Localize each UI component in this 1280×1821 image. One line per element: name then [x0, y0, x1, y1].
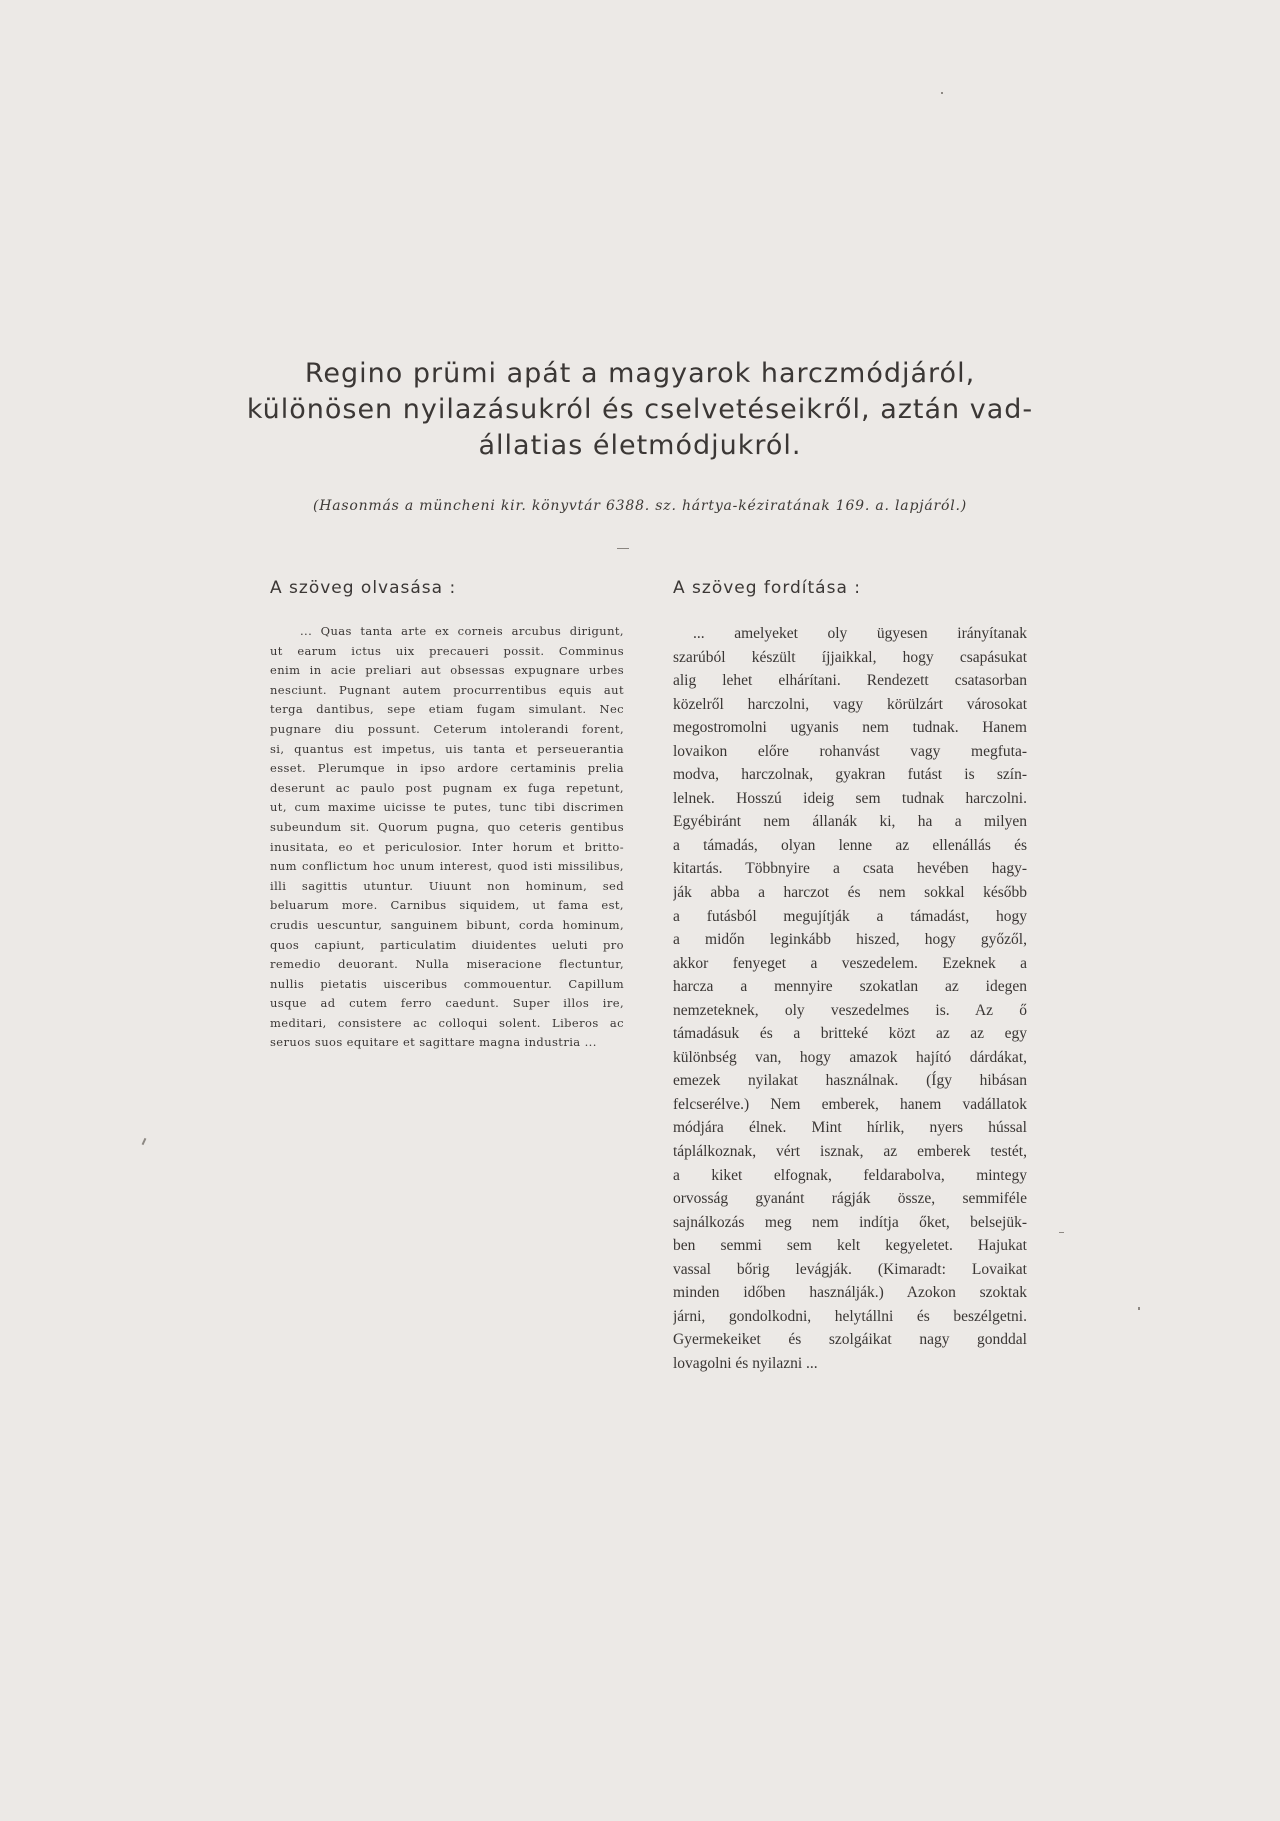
translation-text-line: alig lehet elhárítani. Rendezett csatasorban — [673, 672, 1027, 690]
translation-text-line: járni, gondolkodni, helytállni és beszélgetni. — [673, 1307, 1027, 1325]
translation-text-line: a támadás, olyan lenne az ellenállás és — [673, 836, 1027, 854]
translation-text-line: Egyébiránt nem állanák ki, ha a milyen — [673, 813, 1027, 831]
latin-text-line: beluarum more. Carnibus siquidem, ut fama est, — [270, 898, 624, 913]
title-line-1: Regino prümi apát a magyarok harczmódjáról, — [304, 358, 976, 389]
translation-text-block — [673, 622, 1027, 1376]
translation-column — [673, 578, 1027, 1376]
translation-column-heading: A szöveg fordítása : — [673, 578, 862, 598]
translation-text-line: táplálkoznak, vért isznak, az emberek testét, — [673, 1143, 1027, 1161]
paper-speck — [1059, 1232, 1064, 1233]
latin-text-line: enim in acie preliari aut obsessas expugnare urbes — [270, 663, 624, 678]
latin-text-line: quos capiunt, particulatim diuidentes ueluti pro — [270, 937, 624, 952]
translation-text-line: ... amelyeket oly ügyesen irányítanak — [693, 625, 1027, 642]
translation-text-line: különbség van, hogy amazok hajító dárdákat, — [673, 1048, 1027, 1066]
latin-text-line: inusitata, eo et periculosior. Inter horum et britto- — [270, 839, 624, 854]
translation-text-line: emezek nyilakat használnak. (Így hibásan — [673, 1072, 1027, 1090]
translation-text-line: a midőn leginkább hiszed, hogy győzől, — [673, 931, 1027, 949]
translation-text-line: kitartás. Többnyire a csata hevében hagy- — [673, 860, 1027, 878]
latin-text-line: num conflictum hoc unum interest, quod isti missilibus, — [270, 859, 624, 874]
translation-text-line: közelről harczolni, vagy körülzárt városokat — [673, 695, 1027, 713]
title-line-3: állatias életmódjukról. — [478, 430, 802, 461]
latin-text-line: nesciunt. Pugnant autem procurrentibus equis aut — [270, 682, 624, 697]
translation-text-line: minden időben használják.) Azokon szoktak — [673, 1284, 1027, 1302]
translation-text-line: Gyermekeiket és szolgáikat nagy gonddal — [673, 1331, 1027, 1349]
latin-text-line: ut, cum maxime uicisse te putes, tunc tibi discrimen — [270, 800, 624, 815]
translation-text-line: orvosság gyanánt rágják össze, semmiféle — [673, 1190, 1027, 1208]
latin-column-heading: A szöveg olvasása : — [270, 578, 457, 598]
latin-text-line: ... Quas tanta arte ex corneis arcubus dirigunt, — [300, 624, 624, 638]
translation-text-line: a futásból megujítják a támadást, hogy — [673, 907, 1027, 925]
translation-text-line: ben semmi sem kelt kegyeletet. Hajukat — [673, 1237, 1027, 1255]
paper-speck — [1138, 1307, 1140, 1310]
latin-text-line: remedio deuorant. Nulla miseracione flectuntur, — [270, 957, 624, 972]
latin-text-line: illi sagittis utuntur. Uiuunt non hominum, sed — [270, 878, 624, 893]
latin-text-line: terga dantibus, sepe etiam fugam simulant. Nec — [270, 702, 624, 717]
translation-text-line: sajnálkozás meg nem indítja őket, belsejük- — [673, 1213, 1027, 1231]
translation-text-line: szarúból készült íjjaikkal, hogy csapásukat — [673, 648, 1027, 666]
translation-text-line: modva, harczolnak, gyakran futást is szín- — [673, 766, 1027, 784]
translation-text-line: megostromolni ugyanis nem tudnak. Hanem — [673, 719, 1027, 737]
latin-text-line: crudis uescuntur, sanguinem bibunt, corda hominum, — [270, 917, 624, 932]
latin-text-line: subeundum sit. Quorum pugna, quo ceteris gentibus — [270, 819, 624, 834]
paper-speck — [941, 92, 943, 94]
latin-text-line: pugnare diu possunt. Ceterum intolerandi forent, — [270, 721, 624, 736]
latin-column — [270, 578, 624, 1053]
translation-text-line: lovaikon előre rohanvást vagy megfuta- — [673, 742, 1027, 760]
latin-text-line: ut earum ictus uix precaueri possit. Comminus — [270, 643, 624, 658]
translation-text-line: támadásuk és a britteké közt az az egy — [673, 1025, 1027, 1043]
translation-text-line: a kiket elfognak, feldarabolva, mintegy — [673, 1166, 1027, 1184]
translation-text-line: felcserélve.) Nem emberek, hanem vadállatok — [673, 1095, 1027, 1113]
latin-text-line: si, quantus est impetus, uis tanta et perseuerantia — [270, 741, 624, 756]
title-line-2: különösen nyilazásukról és cselvetéseikről, aztán vad- — [246, 394, 1034, 425]
translation-text-line: nemzeteknek, oly veszedelmes is. Az ő — [673, 1001, 1027, 1019]
latin-text-line: nullis pietatis uisceribus commouentur. Capillum — [270, 976, 624, 991]
latin-text-line: usque ad cutem ferro caedunt. Super illos ire, — [270, 996, 624, 1011]
translation-text-line: akkor fenyeget a veszedelem. Ezeknek a — [673, 954, 1027, 972]
latin-text-block — [270, 622, 624, 1053]
divider-rule — [617, 548, 629, 549]
source-note: (Hasonmás a müncheni kir. könyvtár 6388. sz. hártya-kéziratának 169. a. lapjáról.) — [312, 498, 968, 514]
translation-text-line: vassal bőrig levágják. (Kimaradt: Lovaikat — [673, 1260, 1027, 1278]
latin-text-line: seruos suos equitare et sagittare magna industria ... — [270, 1035, 597, 1050]
latin-text-line: esset. Plerumque in ipso ardore certaminis prelia — [270, 761, 624, 776]
translation-text-line: harcza a mennyire szokatlan az idegen — [673, 978, 1027, 996]
translation-text-line: ják abba a harczot és nem sokkal később — [673, 884, 1027, 902]
translation-text-line: lovagolni és nyilazni ... — [673, 1354, 818, 1372]
page-title — [240, 356, 1040, 464]
latin-text-line: deserunt ac paulo post pugnam ex fuga repetunt, — [270, 780, 624, 795]
translation-text-line: lelnek. Hosszú ideig sem tudnak harczolni. — [673, 789, 1027, 807]
paper-speck — [142, 1138, 147, 1145]
translation-text-line: módjára élnek. Mint hírlik, nyers hússal — [673, 1119, 1027, 1137]
latin-text-line: meditari, consistere ac colloqui solent. Liberos ac — [270, 1015, 624, 1030]
